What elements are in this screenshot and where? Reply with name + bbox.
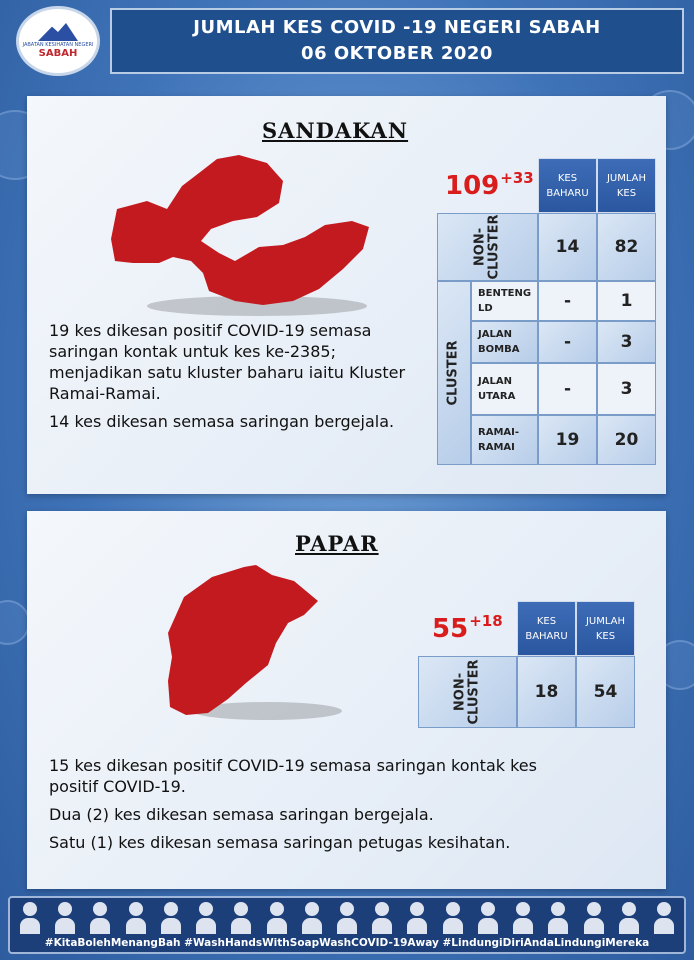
cluster-total: 1 bbox=[597, 281, 656, 321]
person-icon bbox=[654, 902, 674, 934]
non-cluster-total: 54 bbox=[576, 656, 635, 728]
title-line-1: JUMLAH KES COVID -19 NEGERI SABAH bbox=[193, 17, 601, 38]
non-cluster-label: NON- CLUSTER bbox=[437, 213, 538, 281]
non-cluster-label: NON- CLUSTER bbox=[418, 656, 517, 728]
papar-map bbox=[152, 561, 352, 731]
mountain-icon bbox=[38, 23, 78, 41]
hashtags: #KitaBolehMenangBah #WashHandsWithSoapWashCOVID-19Away #LindungiDiriAndaLindungiMereka bbox=[44, 937, 650, 949]
person-icon bbox=[513, 902, 533, 934]
non-cluster-new: 18 bbox=[517, 656, 576, 728]
new-cases-increase: +18 bbox=[469, 612, 503, 630]
sandakan-map bbox=[107, 151, 377, 321]
non-cluster-new: 14 bbox=[538, 213, 597, 281]
person-icon bbox=[161, 902, 181, 934]
title-date: 06 OKTOBER 2020 bbox=[301, 43, 493, 64]
total-cases: 55 bbox=[432, 614, 469, 644]
col-header-new: KES BAHARU bbox=[517, 601, 576, 656]
cluster-name: JALAN BOMBA bbox=[471, 321, 538, 363]
papar-map-shape bbox=[168, 565, 318, 715]
person-icon bbox=[407, 902, 427, 934]
new-cases-increase: +33 bbox=[500, 169, 534, 187]
campaign-banner bbox=[8, 896, 686, 954]
person-icon bbox=[196, 902, 216, 934]
jkn-sabah-logo bbox=[16, 6, 100, 76]
cluster-new: - bbox=[538, 281, 597, 321]
cluster-name: JALAN UTARA bbox=[471, 363, 538, 415]
description-paragraph: 15 kes dikesan positif COVID-19 semasa saringan kontak kes positif COVID-19. bbox=[49, 756, 537, 796]
cluster-new: - bbox=[538, 363, 597, 415]
col-header-total: JUMLAH KES bbox=[576, 601, 635, 656]
person-icon bbox=[548, 902, 568, 934]
sandakan-total bbox=[445, 169, 534, 201]
description-paragraph: 14 kes dikesan semasa saringan bergejala. bbox=[49, 412, 395, 431]
person-icon bbox=[478, 902, 498, 934]
frontliner-figures bbox=[20, 902, 674, 936]
cluster-new: - bbox=[538, 321, 597, 363]
cluster-new: 19 bbox=[538, 415, 597, 465]
person-icon bbox=[443, 902, 463, 934]
cluster-total: 3 bbox=[597, 321, 656, 363]
cluster-label: CLUSTER bbox=[437, 281, 471, 465]
logo-text: SABAH bbox=[38, 48, 78, 59]
total-cases: 109 bbox=[445, 171, 500, 201]
cluster-total: 20 bbox=[597, 415, 656, 465]
person-icon bbox=[302, 902, 322, 934]
district-title: SANDAKAN bbox=[262, 118, 409, 143]
person-icon bbox=[619, 902, 639, 934]
description-paragraph: 19 kes dikesan positif COVID-19 semasa saringan kontak untuk kes ke-2385; menjadikan satu kluster baharu iaitu Kluster Ramai-Ramai. bbox=[49, 321, 406, 403]
col-header-total: JUMLAH KES bbox=[597, 158, 656, 213]
sandakan-panel bbox=[27, 96, 666, 494]
person-icon bbox=[372, 902, 392, 934]
page-title bbox=[110, 8, 684, 74]
non-cluster-total: 82 bbox=[597, 213, 656, 281]
person-icon bbox=[20, 902, 40, 934]
cluster-total: 3 bbox=[597, 363, 656, 415]
person-icon bbox=[55, 902, 75, 934]
papar-description bbox=[49, 755, 649, 860]
person-icon bbox=[584, 902, 604, 934]
papar-panel bbox=[27, 511, 666, 889]
cluster-name: BENTENG LD bbox=[471, 281, 538, 321]
col-header-new: KES BAHARU bbox=[538, 158, 597, 213]
person-icon bbox=[231, 902, 251, 934]
sandakan-map-shape bbox=[111, 155, 369, 305]
sandakan-description bbox=[49, 320, 409, 439]
papar-total bbox=[432, 612, 503, 644]
description-paragraph: Dua (2) kes dikesan semasa saringan bergejala. bbox=[49, 805, 434, 824]
person-icon bbox=[90, 902, 110, 934]
logo-caption: JABATAN KESIHATAN NEGERI bbox=[22, 42, 94, 48]
virus-decoration bbox=[0, 600, 30, 645]
person-icon bbox=[267, 902, 287, 934]
person-icon bbox=[126, 902, 146, 934]
district-title: PAPAR bbox=[295, 531, 379, 556]
cluster-name: RAMAI- RAMAI bbox=[471, 415, 538, 465]
person-icon bbox=[337, 902, 357, 934]
description-paragraph: Satu (1) kes dikesan semasa saringan petugas kesihatan. bbox=[49, 833, 511, 852]
